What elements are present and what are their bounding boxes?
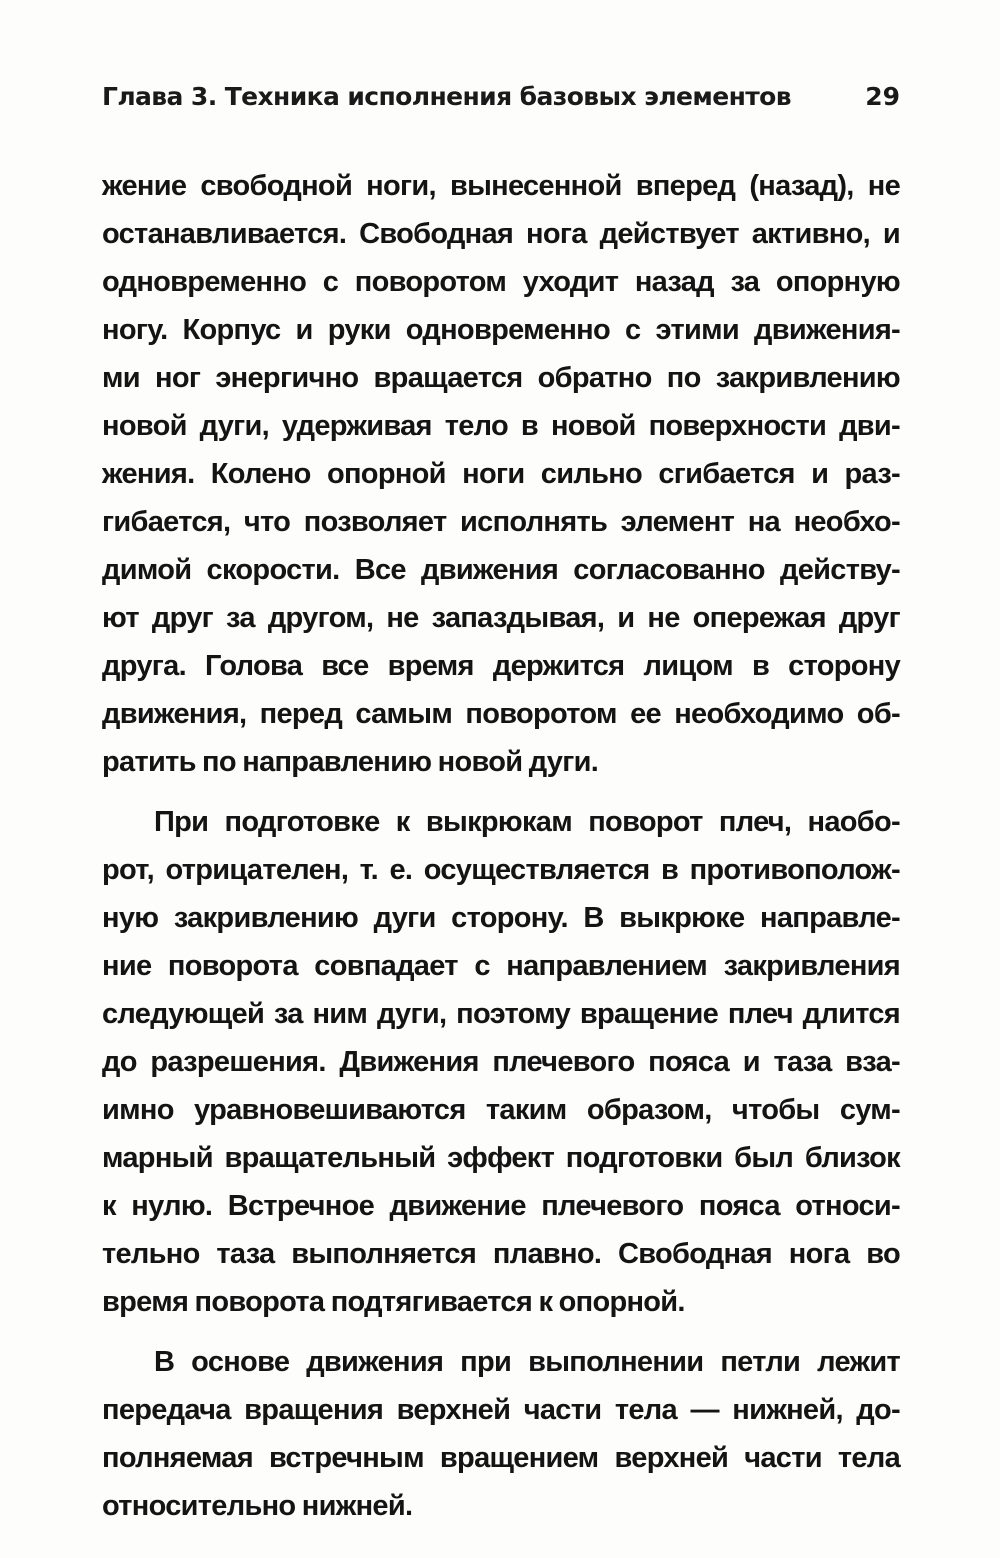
text-line: передача вращения верхней части тела — нижней, до- <box>102 1394 900 1426</box>
text-line: тельно таза выполняется плавно. Свободная нога во <box>102 1238 900 1270</box>
text-line: следующей за ним дуги, поэтому вращение плеч длится <box>102 998 900 1030</box>
paragraph-3 <box>102 1338 900 1530</box>
body-text <box>102 162 900 1530</box>
text-line: новой дуги, удерживая тело в новой поверхности дви- <box>102 410 900 442</box>
text-line: В основе движения при выполнении петли лежит <box>154 1346 900 1378</box>
text-line: При подготовке к выкрюкам поворот плеч, наобо- <box>154 806 900 838</box>
text-line: ногу. Корпус и руки одновременно с этими движения- <box>102 314 900 346</box>
text-line: ют друг за другом, не запаздывая, и не опережая друг <box>102 602 900 634</box>
text-line: к нулю. Встречное движение плечевого пояса относи- <box>102 1190 900 1222</box>
text-line: жения. Колено опорной ноги сильно сгибается и раз- <box>102 458 900 490</box>
text-line: ную закривлению дуги сторону. В выкрюке направле- <box>102 902 900 934</box>
text-line: движения, перед самым поворотом ее необходимо об- <box>102 698 900 730</box>
text-line: полняемая встречным вращением верхней части тела <box>102 1442 900 1474</box>
text-line: гибается, что позволяет исполнять элемент на необхо- <box>102 506 900 538</box>
text-line: марный вращательный эффект подготовки был близок <box>102 1142 900 1174</box>
text-line: димой скорости. Все движения согласованно действу- <box>102 554 900 586</box>
text-line: друга. Голова все время держится лицом в сторону <box>102 650 900 682</box>
text-line: ние поворота совпадает с направлением закривления <box>102 950 900 982</box>
text-line: имно уравновешиваются таким образом, чтобы сум- <box>102 1094 900 1126</box>
running-header <box>102 82 900 122</box>
text-line: ми ног энергично вращается обратно по закривлению <box>102 362 900 394</box>
text-line: относительно нижней. <box>102 1490 413 1522</box>
chapter-title: Глава 3. Техника исполнения базовых элементов <box>102 82 791 111</box>
paragraph-1 <box>102 162 900 786</box>
text-line: жение свободной ноги, вынесенной вперед (назад), не <box>102 170 900 202</box>
paragraph-spacing <box>102 786 900 798</box>
page-number: 29 <box>865 82 900 111</box>
text-line: до разрешения. Движения плечевого пояса и таза вза- <box>102 1046 900 1078</box>
text-line: ратить по направлению новой дуги. <box>102 746 599 778</box>
text-line: время поворота подтягивается к опорной. <box>102 1286 685 1318</box>
text-line: останавливается. Свободная нога действует активно, и <box>102 218 900 250</box>
text-line: рот, отрицателен, т. е. осуществляется в противополож- <box>102 854 900 886</box>
text-line: одновременно с поворотом уходит назад за опорную <box>102 266 900 298</box>
paragraph-spacing <box>102 1326 900 1338</box>
paragraph-2 <box>102 798 900 1326</box>
